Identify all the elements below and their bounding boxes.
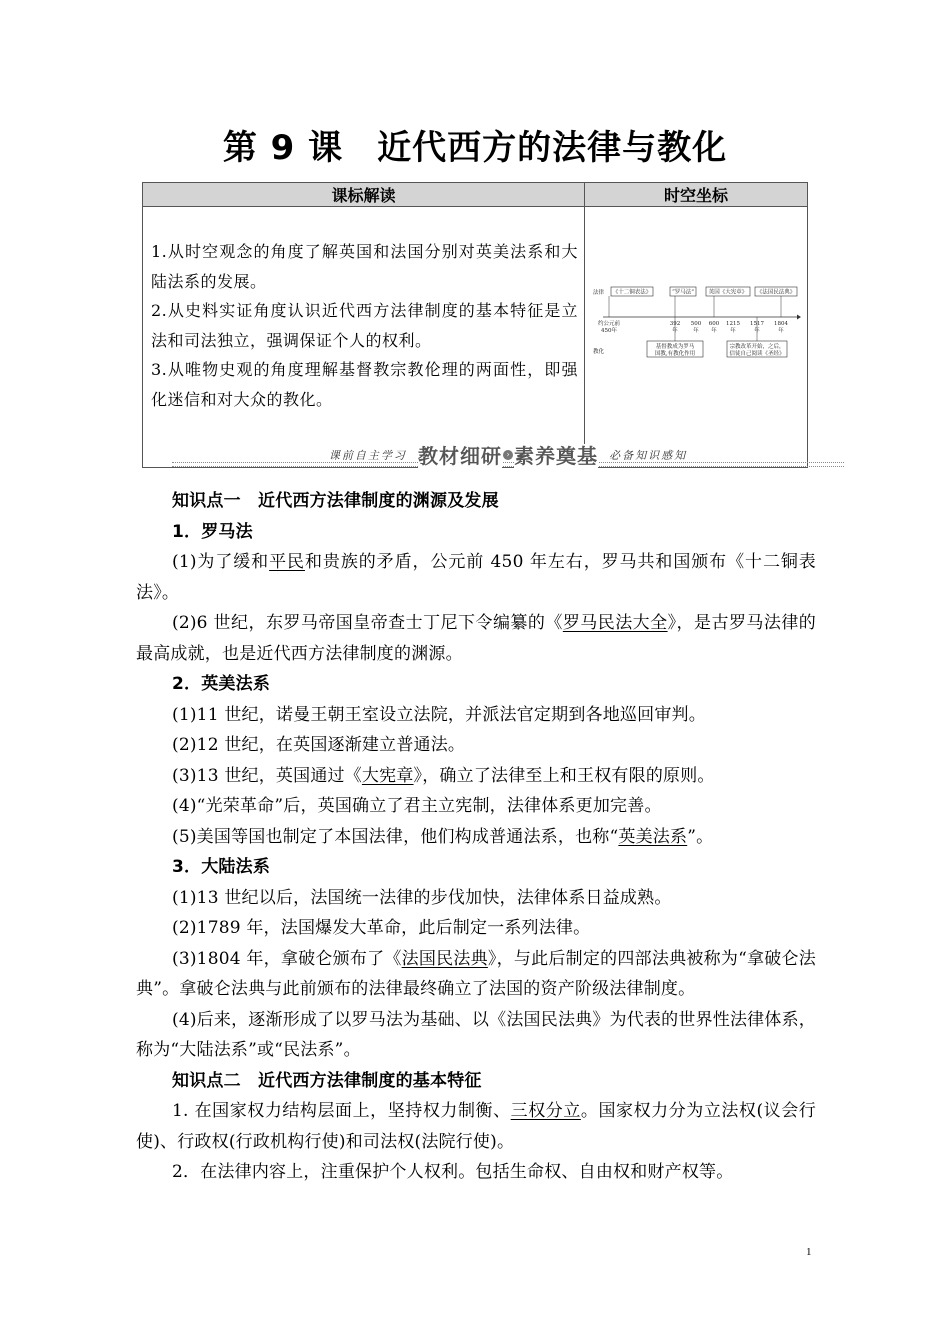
banner-title-part2: 素养奠基: [514, 444, 598, 468]
timeline-box-label: 宗教改革开始，之后，: [729, 344, 785, 350]
timeline-box-label: 国教,有教化作用: [654, 351, 696, 357]
timeline-tick-label: 1517: [750, 321, 764, 327]
timeline-tick-label: 1804: [774, 321, 788, 327]
timeline-box-label: 《十二铜表法》: [612, 289, 652, 296]
lesson-number: 第 9 课: [222, 128, 344, 168]
paragraph: (2)12 世纪，在英国逐渐建立普通法。: [172, 735, 466, 755]
objectives-table: [142, 182, 808, 468]
paragraph: (2)1789 年，法国爆发大革命，此后制定一系列法律。: [172, 918, 591, 938]
timeline-tick-label: 年: [754, 328, 760, 334]
paragraph: (1)为了缓和平民和贵族的矛盾，公元前 450 年左右，罗马共和国颁布《十二铜表法》。: [136, 552, 816, 603]
objectives-header: 课标解读: [143, 183, 585, 207]
paragraph: 2．在法律内容上，注重保护个人权利。包括生命权、自由权和财产权等。: [172, 1162, 734, 1182]
timeline-tick-label: 600: [708, 321, 720, 327]
timeline-tick-label: 年: [672, 328, 678, 334]
paragraph: (4)“光荣革命”后，英国确立了君主立宪制，法律体系更加完善。: [172, 796, 662, 816]
page-title: [0, 120, 950, 169]
timeline-tick-label: 450年: [601, 328, 617, 334]
key-term: 平民: [269, 552, 305, 572]
subsection-heading: 3．大陆法系: [172, 857, 271, 877]
lesson-title: 近代西方的法律与教化: [377, 128, 728, 168]
objective-item: 2.从史料实证角度认识近代西方法律制度的基本特征是立法和司法独立，强调保证个人的权利。: [151, 301, 578, 350]
objective-item: 1.从时空观念的角度了解英国和法国分别对英美法系和大陆法系的发展。: [151, 242, 578, 291]
timeline-box-label: “罗马法”: [671, 289, 695, 296]
subsection-heading: 1．罗马法: [172, 521, 253, 542]
key-term: 法国民法典: [401, 948, 488, 969]
timeline-arrow: [797, 315, 801, 320]
timeline-box-label: 英国《大宪章》: [708, 289, 748, 296]
banner-title-part1: 教材细研: [418, 444, 502, 468]
key-term: 大宪章: [361, 765, 414, 786]
key-term: 三权分立: [510, 1101, 581, 1121]
subsection-heading: 2．英美法系: [172, 674, 271, 694]
timeline-header: 时空坐标: [585, 183, 808, 207]
paragraph: (3)1804 年，拿破仑颁布了《法国民法典》，与此后制定的四部法典被称为“拿破仑法典”。拿破仑法典与此前颁布的法律最终确立了法国的资产阶级法律制度。: [136, 948, 816, 999]
timeline-cell: [585, 207, 808, 468]
objective-item: 3.从唯物史观的角度理解基督教宗教伦理的两面性，即强化迷信和对大众的教化。: [151, 360, 578, 409]
timeline-tick-label: 1215: [726, 321, 740, 327]
key-term: 罗马民法大全: [562, 613, 668, 633]
chevron-right-icon: ›: [503, 450, 513, 460]
timeline-tick-label: 392: [669, 321, 681, 327]
section-heading: 知识点二 近代西方法律制度的基本特征: [172, 1070, 482, 1091]
key-term: 英美法系: [618, 826, 688, 847]
paragraph: (5)美国等国也制定了本国法律，他们构成普通法系，也称“英美法系”。: [172, 826, 714, 847]
timeline-row-law: 法律: [593, 290, 605, 296]
timeline-tick-label: 年: [693, 328, 699, 334]
paragraph: (2)6 世纪，东罗马帝国皇帝查士丁尼下令编纂的《罗马民法大全》，是古罗马法律的最高成就，也是近代西方法律制度的渊源。: [136, 613, 816, 664]
paragraph: (1)13 世纪以后，法国统一法律的步伐加快，法律体系日益成熟。: [172, 887, 672, 908]
main-content: [136, 486, 816, 1188]
timeline-figure: [585, 207, 807, 437]
timeline-tick-label: 年: [778, 328, 784, 334]
section-banner: [172, 440, 844, 472]
paragraph: (3)13 世纪，英国通过《大宪章》，确立了法律至上和王权有限的原则。: [172, 765, 715, 786]
banner-left-label: 课前自主学习: [323, 449, 413, 462]
timeline-tick-label: 年: [711, 328, 717, 334]
objectives-cell: [143, 207, 585, 468]
timeline-row-edu: 教化: [593, 349, 605, 355]
paragraph: (4)后来，逐渐形成了以罗马法为基础、以《法国民法典》为代表的世界性法律体系，称为“大陆法系”或“民法系”。: [136, 1009, 816, 1060]
timeline-tick-label: 约公元前: [597, 321, 621, 327]
timeline-box-label: 基督教成为罗马: [655, 344, 695, 350]
timeline-box-label: 信徒自己阅读《圣经》: [729, 351, 785, 357]
paragraph: 1. 在国家权力结构层面上，坚持权力制衡、三权分立。国家权力分为立法权(议会行使)、行政权(行政机构行使)和司法权(法院行使)。: [136, 1101, 817, 1152]
banner-right-label: 必备知识感知: [603, 449, 693, 462]
timeline-tick-label: 500: [690, 321, 702, 327]
paragraph: (1)11 世纪，诺曼王朝王室设立法院，并派法官定期到各地巡回审判。: [172, 704, 706, 725]
page-number: 1: [806, 1246, 812, 1258]
section-heading: 知识点一 近代西方法律制度的渊源及发展: [172, 491, 499, 511]
timeline-tick-label: 年: [730, 328, 736, 334]
timeline-box-label: 《法国民法典》: [756, 289, 796, 296]
